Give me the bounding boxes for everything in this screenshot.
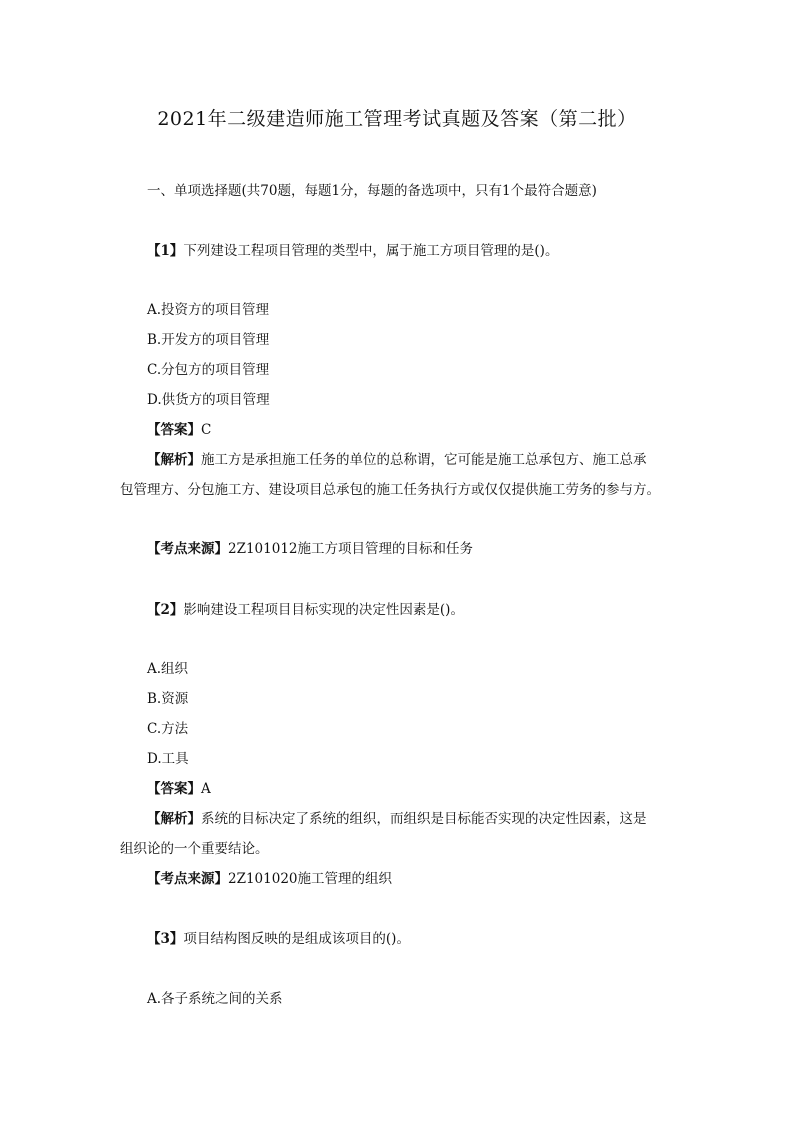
question-2-analysis	[147, 810, 647, 828]
question-2-stem	[147, 601, 464, 619]
analysis-label: 【解析】	[147, 452, 201, 468]
source-label: 【考点来源】	[147, 541, 228, 557]
answer-value: A	[201, 781, 211, 797]
question-3-number: 【3】	[147, 931, 184, 947]
question-1-text: 下列建设工程项目管理的类型中，属于施工方项目管理的是()。	[183, 243, 559, 259]
section-heading: 一、单项选择题(共70题，每题1分，每题的备选项中，只有1个最符合题意)	[147, 183, 597, 199]
analysis-text: 施工方是承担施工任务的单位的总称谓，它可能是施工总承包方、施工总承	[201, 452, 647, 468]
question-2-option-b: B.资源	[147, 691, 189, 707]
question-1-source	[147, 540, 473, 558]
question-1-number: 【1】	[147, 243, 184, 259]
source-text: 2Z101020施工管理的组织	[228, 871, 393, 887]
question-3-option-a: A.各子系统之间的关系	[147, 991, 283, 1007]
analysis-label: 【解析】	[147, 811, 201, 827]
question-1-analysis	[147, 451, 647, 469]
question-1-analysis-cont: 包管理方、分包施工方、建设项目总承包的施工任务执行方或仅仅提供施工劳务的参与方。	[120, 482, 660, 498]
question-1-answer	[147, 421, 211, 439]
question-2-analysis-cont: 组织论的一个重要结论。	[120, 841, 269, 857]
question-1-option-c: C.分包方的项目管理	[147, 362, 270, 378]
question-1-option-d: D.供货方的项目管理	[147, 392, 270, 408]
question-3-text: 项目结构图反映的是组成该项目的()。	[183, 931, 410, 947]
analysis-text: 系统的目标决定了系统的组织，而组织是目标能否实现的决定性因素，这是	[201, 811, 647, 827]
question-2-option-a: A.组织	[147, 661, 189, 677]
answer-label: 【答案】	[147, 422, 201, 438]
question-2-answer	[147, 780, 211, 798]
question-1-stem	[147, 242, 558, 260]
answer-label: 【答案】	[147, 781, 201, 797]
question-3-stem	[147, 930, 410, 948]
source-label: 【考点来源】	[147, 871, 228, 887]
question-2-option-d: D.工具	[147, 751, 189, 767]
source-text: 2Z101012施工方项目管理的目标和任务	[228, 541, 474, 557]
question-2-option-c: C.方法	[147, 721, 189, 737]
question-1-option-a: A.投资方的项目管理	[147, 302, 270, 318]
question-2-source	[147, 870, 392, 888]
answer-value: C	[201, 422, 212, 438]
page-title: 2021年二级建造师施工管理考试真题及答案（第二批）	[157, 108, 637, 130]
question-2-number: 【2】	[147, 602, 184, 618]
question-2-text: 影响建设工程项目目标实现的决定性因素是()。	[183, 602, 464, 618]
question-1-option-b: B.开发方的项目管理	[147, 332, 270, 348]
